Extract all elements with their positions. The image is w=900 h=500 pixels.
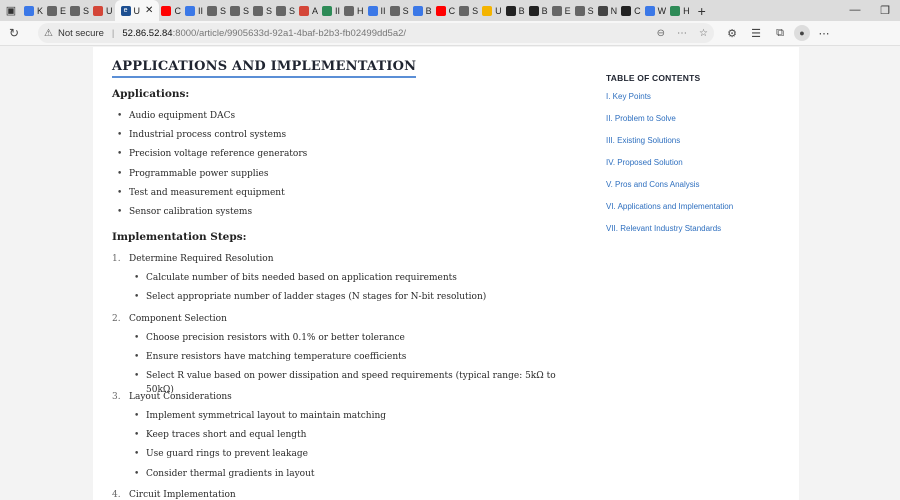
list-item: • Consider thermal gradients in layout	[129, 467, 572, 486]
step-title	[112, 390, 572, 409]
tab-label: S	[472, 5, 479, 16]
tab-8[interactable]	[251, 0, 274, 21]
tab-label: K	[37, 5, 44, 16]
tab-19[interactable]	[504, 0, 527, 21]
tab-5[interactable]	[183, 0, 205, 21]
step-number: 4.	[112, 489, 121, 500]
circle-icon	[529, 6, 539, 16]
article-card	[93, 47, 799, 500]
window-menu-icon[interactable]: ▣	[5, 5, 17, 17]
tab-22[interactable]	[573, 0, 596, 21]
tab-0[interactable]	[22, 0, 45, 21]
list-item: • Keep traces short and equal length	[129, 428, 572, 447]
step-number: 3.	[112, 392, 121, 403]
warning-icon[interactable]: ⚠	[44, 27, 53, 39]
globe-icon	[70, 6, 80, 16]
address-bar[interactable]	[38, 23, 714, 43]
tab-13[interactable]	[366, 0, 388, 21]
read-aloud-icon[interactable]: ⋯	[677, 27, 688, 39]
list-item: • Ensure resistors have matching temperature coefficients	[129, 350, 572, 369]
tab-15[interactable]	[411, 0, 434, 21]
reload-icon[interactable]: ↻	[8, 26, 20, 40]
profile-avatar-icon[interactable]: ●	[794, 25, 810, 41]
toc-link[interactable]: VI. Applications and Implementation	[606, 202, 734, 211]
window-controls	[840, 4, 900, 17]
table-of-contents	[606, 73, 786, 246]
toc-link[interactable]: VII. Relevant Industry Standards	[606, 224, 722, 233]
tab-26[interactable]	[668, 0, 692, 21]
toolbar-right	[722, 25, 834, 41]
tab-label: H	[357, 5, 364, 16]
globe-icon	[575, 6, 585, 16]
globe-icon	[276, 6, 286, 16]
step-number: 2.	[112, 313, 121, 324]
toc-link[interactable]: IV. Proposed Solution	[606, 158, 683, 167]
list-item: • Precision voltage reference generators	[112, 147, 572, 166]
tab-label: A	[312, 5, 319, 16]
tab-18[interactable]	[480, 0, 504, 21]
window-icon	[368, 6, 378, 16]
globe-icon	[253, 6, 263, 16]
browser-toolbar	[0, 21, 900, 46]
page-viewport	[0, 47, 900, 500]
tab-label: N	[610, 5, 618, 16]
tab-2[interactable]	[68, 0, 91, 21]
tab-label: E	[564, 5, 571, 16]
step-number: 1.	[112, 254, 121, 265]
steps-list	[112, 252, 572, 500]
grid-icon	[482, 6, 492, 16]
github-icon	[621, 6, 631, 16]
tab-16[interactable]	[434, 0, 458, 21]
list-item: • Test and measurement equipment	[112, 186, 572, 205]
omnibox-icons	[657, 28, 708, 39]
tab-label: S	[402, 5, 409, 16]
favorites-icon[interactable]: ☰	[751, 27, 761, 40]
tab-4[interactable]	[159, 0, 183, 21]
step-title-text: Component Selection	[129, 313, 227, 324]
tab-7[interactable]	[228, 0, 251, 21]
step-title-text: Layout Considerations	[129, 392, 232, 403]
list-item: • Select appropriate number of ladder stages (N stages for N-bit resolution)	[129, 290, 572, 309]
tab-label: C	[448, 5, 456, 16]
tab-label: U	[133, 5, 141, 16]
tab-strip	[0, 0, 900, 21]
tab-label: E	[60, 5, 67, 16]
step-title-text: Circuit Implementation	[129, 489, 236, 500]
tab-label: S	[265, 5, 272, 16]
zoom-icon[interactable]: ⊖	[656, 27, 666, 39]
security-label: Not secure	[57, 27, 104, 39]
tab-12[interactable]	[342, 0, 366, 21]
step-sublist	[129, 271, 572, 309]
tab-11[interactable]	[320, 0, 342, 21]
tab-label: W	[657, 5, 667, 16]
tab-14[interactable]	[388, 0, 411, 21]
tab-21[interactable]	[550, 0, 573, 21]
tab-20[interactable]	[527, 0, 550, 21]
tab-label: B	[518, 5, 525, 16]
globe-icon	[230, 6, 240, 16]
minimize-icon[interactable]: —	[849, 4, 861, 16]
tab-label: U	[106, 5, 113, 16]
mail-icon	[299, 6, 309, 16]
step-sublist	[129, 331, 572, 395]
youtube-icon	[161, 6, 171, 16]
toc-link[interactable]: II. Problem to Solve	[606, 114, 676, 123]
tab-9[interactable]	[274, 0, 297, 21]
applications-list	[112, 109, 572, 224]
collections-icon[interactable]: ⧉	[776, 26, 784, 39]
tab-label: U	[495, 5, 502, 16]
plus-square-icon	[322, 6, 332, 16]
maximize-icon[interactable]: ❐	[880, 5, 890, 17]
tab-17[interactable]	[457, 0, 480, 21]
step-sublist	[129, 409, 572, 486]
divider: |	[111, 27, 115, 39]
toc-heading: TABLE OF CONTENTS	[606, 73, 701, 83]
globe-icon	[552, 6, 562, 16]
favorite-star-icon[interactable]: ☆	[699, 27, 708, 39]
toc-link[interactable]: V. Pros and Cons Analysis	[606, 180, 700, 189]
list-item: • Programmable power supplies	[112, 167, 572, 186]
list-item: • Choose precision resistors with 0.1% or better tolerance	[129, 331, 572, 350]
tab-10[interactable]	[297, 0, 320, 21]
list-item: • Use guard rings to prevent leakage	[129, 447, 572, 466]
globe-icon	[459, 6, 469, 16]
toc-link[interactable]: III. Existing Solutions	[606, 136, 681, 145]
list-item: • Industrial process control systems	[112, 128, 572, 147]
section-title: APPLICATIONS AND IMPLEMENTATION	[112, 59, 416, 78]
list-item: • Audio equipment DACs	[112, 109, 572, 128]
tab-label: II	[335, 5, 341, 16]
search-icon	[645, 6, 655, 16]
url-host: 52.86.52.84	[122, 27, 173, 39]
tab-label: C	[634, 5, 641, 16]
search-icon	[24, 6, 34, 16]
doc-icon	[598, 6, 608, 16]
tab-25[interactable]	[643, 0, 669, 21]
tab-active[interactable]	[115, 0, 160, 21]
step-title-text: Determine Required Resolution	[129, 254, 274, 265]
step-title	[112, 312, 572, 331]
more-menu-icon[interactable]: ⋯	[818, 27, 830, 40]
globe-icon	[47, 6, 57, 16]
tab-label: S	[242, 5, 249, 16]
applications-heading: Applications:	[112, 88, 190, 100]
article-body	[112, 55, 572, 500]
tab-label: II	[197, 5, 203, 16]
step-title	[112, 488, 572, 500]
list-item: • Calculate number of bits needed based on application requirements	[129, 271, 572, 290]
tab-23[interactable]	[596, 0, 620, 21]
tab-24[interactable]	[619, 0, 643, 21]
tab-label: H	[683, 5, 690, 16]
url-path: :8000/article/9905633d-92a1-4baf-b2b3-fb02499dd5a2/	[172, 27, 407, 39]
globe-icon	[390, 6, 400, 16]
tab-label: II	[380, 5, 386, 16]
list-item: • Implement symmetrical layout to maintain matching	[129, 409, 572, 428]
list-item: • Select R value based on power dissipation and speed requirements (typical range: 5kΩ to 50kΩ)	[129, 369, 572, 388]
circle-icon	[506, 6, 516, 16]
youtube-icon	[436, 6, 446, 16]
sparkle-icon	[344, 6, 354, 16]
w-icon	[670, 6, 680, 16]
tab-1[interactable]	[45, 0, 68, 21]
mail-icon	[93, 6, 103, 16]
list-item: • Sensor calibration systems	[112, 205, 572, 224]
tab-label: B	[541, 5, 548, 16]
tab-label: S	[83, 5, 90, 16]
steps-heading: Implementation Steps:	[112, 231, 247, 244]
tab-3[interactable]	[91, 0, 115, 21]
tab-label: B	[425, 5, 432, 16]
tab-label: S	[219, 5, 226, 16]
window-icon	[413, 6, 423, 16]
tab-6[interactable]	[205, 0, 228, 21]
tab-label: S	[289, 5, 296, 16]
window-icon	[185, 6, 195, 16]
globe-icon	[207, 6, 217, 16]
toc-link[interactable]: I. Key Points	[606, 92, 651, 101]
tab-label: S	[587, 5, 594, 16]
step-title	[112, 252, 572, 271]
ie-icon: e	[121, 6, 131, 16]
close-icon[interactable]: ✕	[145, 5, 154, 16]
tab-label: C	[174, 5, 181, 16]
new-tab-button[interactable]: +	[697, 2, 706, 19]
extensions-icon[interactable]: ⚙	[727, 27, 737, 40]
